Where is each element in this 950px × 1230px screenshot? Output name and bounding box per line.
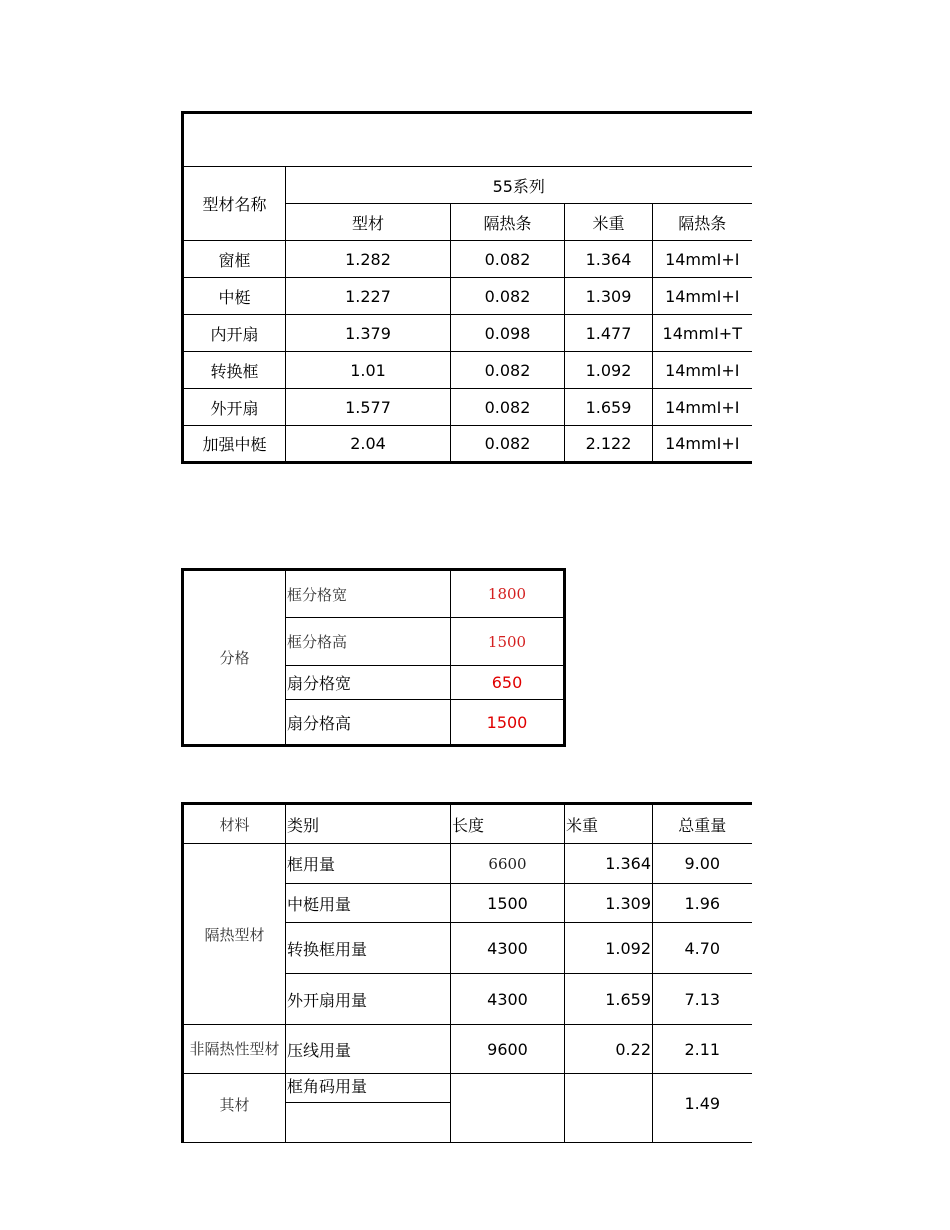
cell-total-weight: 1.96 [653,884,752,923]
division-value: 1800 [451,570,565,618]
usage-table [181,802,752,1143]
empty-cell [286,1103,451,1143]
division-label: 框分格高 [286,618,451,666]
cell-name: 外开扇 [183,389,286,426]
cell-meter-weight: 1.092 [565,352,653,389]
table-row [183,1025,752,1074]
header-total-weight: 总重量 [653,804,752,844]
cell-strip-spec: 14mmI+I [653,426,752,463]
cell-length [451,1074,565,1143]
cell-profile: 2.04 [286,426,451,463]
header-material: 材料 [183,804,286,844]
division-value: 1500 [451,700,565,746]
header-strip-spec: 隔热条 [653,204,752,241]
division-label: 扇分格宽 [286,666,451,700]
table-row [183,315,752,352]
cell-meter-weight: 1.364 [565,241,653,278]
cell-meter-weight: 1.092 [565,923,653,974]
cell-strip-spec: 14mmI+I [653,241,752,278]
division-group-label: 分格 [183,570,286,746]
table-row [183,241,752,278]
cell-category: 转换框用量 [286,923,451,974]
division-label: 框分格宽 [286,570,451,618]
cell-profile: 1.379 [286,315,451,352]
division-table [181,568,566,747]
cell-strip: 0.082 [451,278,565,315]
cell-name: 窗框 [183,241,286,278]
cell-strip-spec: 14mmI+T [653,315,752,352]
cell-meter-weight: 1.309 [565,884,653,923]
cell-length: 1500 [451,884,565,923]
profile-weight-table [181,111,752,464]
cell-length: 6600 [451,844,565,884]
table-row [183,844,752,884]
cell-strip: 0.098 [451,315,565,352]
cell-meter-weight: 2.122 [565,426,653,463]
table-row [183,352,752,389]
cell-meter-weight: 1.364 [565,844,653,884]
header-strip: 隔热条 [451,204,565,241]
cell-meter-weight: 0.22 [565,1025,653,1074]
cell-strip: 0.082 [451,241,565,278]
cell-strip: 0.082 [451,352,565,389]
header-meter-weight: 米重 [565,804,653,844]
cell-total-weight: 9.00 [653,844,752,884]
group-insulated: 隔热型材 [183,844,286,1025]
cell-name: 加强中梃 [183,426,286,463]
cell-profile: 1.282 [286,241,451,278]
cell-name: 转换框 [183,352,286,389]
cell-length: 4300 [451,923,565,974]
cell-total-weight: 2.11 [653,1025,752,1074]
division-label: 扇分格高 [286,700,451,746]
cell-strip-spec: 14mmI+I [653,389,752,426]
cell-category: 中梃用量 [286,884,451,923]
table-row [183,278,752,315]
cell-name: 内开扇 [183,315,286,352]
table-title [183,113,752,167]
group-non-insulated: 非隔热性型材 [183,1025,286,1074]
cell-meter-weight: 1.659 [565,974,653,1025]
header-profile: 型材 [286,204,451,241]
table-row [183,426,752,463]
cell-meter-weight: 1.477 [565,315,653,352]
cell-category: 外开扇用量 [286,974,451,1025]
cell-meter-weight: 1.659 [565,389,653,426]
table-row [183,389,752,426]
usage-table-clip [181,802,751,1114]
cell-meter-weight: 1.309 [565,278,653,315]
group-other: 其材 [183,1074,286,1143]
cell-category: 框角码用量 [286,1074,451,1103]
cell-meter-weight [565,1074,653,1143]
cell-profile: 1.01 [286,352,451,389]
table-row [183,1074,752,1103]
cell-strip-spec: 14mmI+I [653,352,752,389]
cell-strip: 0.082 [451,426,565,463]
cell-category: 压线用量 [286,1025,451,1074]
cell-total-weight: 7.13 [653,974,752,1025]
cell-total-weight: 4.70 [653,923,752,974]
cell-total-weight: 1.49 [653,1074,752,1143]
cell-strip: 0.082 [451,389,565,426]
header-length: 长度 [451,804,565,844]
cell-profile: 1.227 [286,278,451,315]
division-value: 650 [451,666,565,700]
header-series: 55系列 [286,167,752,204]
cell-name: 中梃 [183,278,286,315]
header-meter-weight: 米重 [565,204,653,241]
cell-strip-spec: 14mmI+I [653,278,752,315]
division-value: 1500 [451,618,565,666]
cell-length: 9600 [451,1025,565,1074]
cell-profile: 1.577 [286,389,451,426]
cell-length: 4300 [451,974,565,1025]
cell-category: 框用量 [286,844,451,884]
header-profile-name: 型材名称 [183,167,286,241]
header-category: 类别 [286,804,451,844]
